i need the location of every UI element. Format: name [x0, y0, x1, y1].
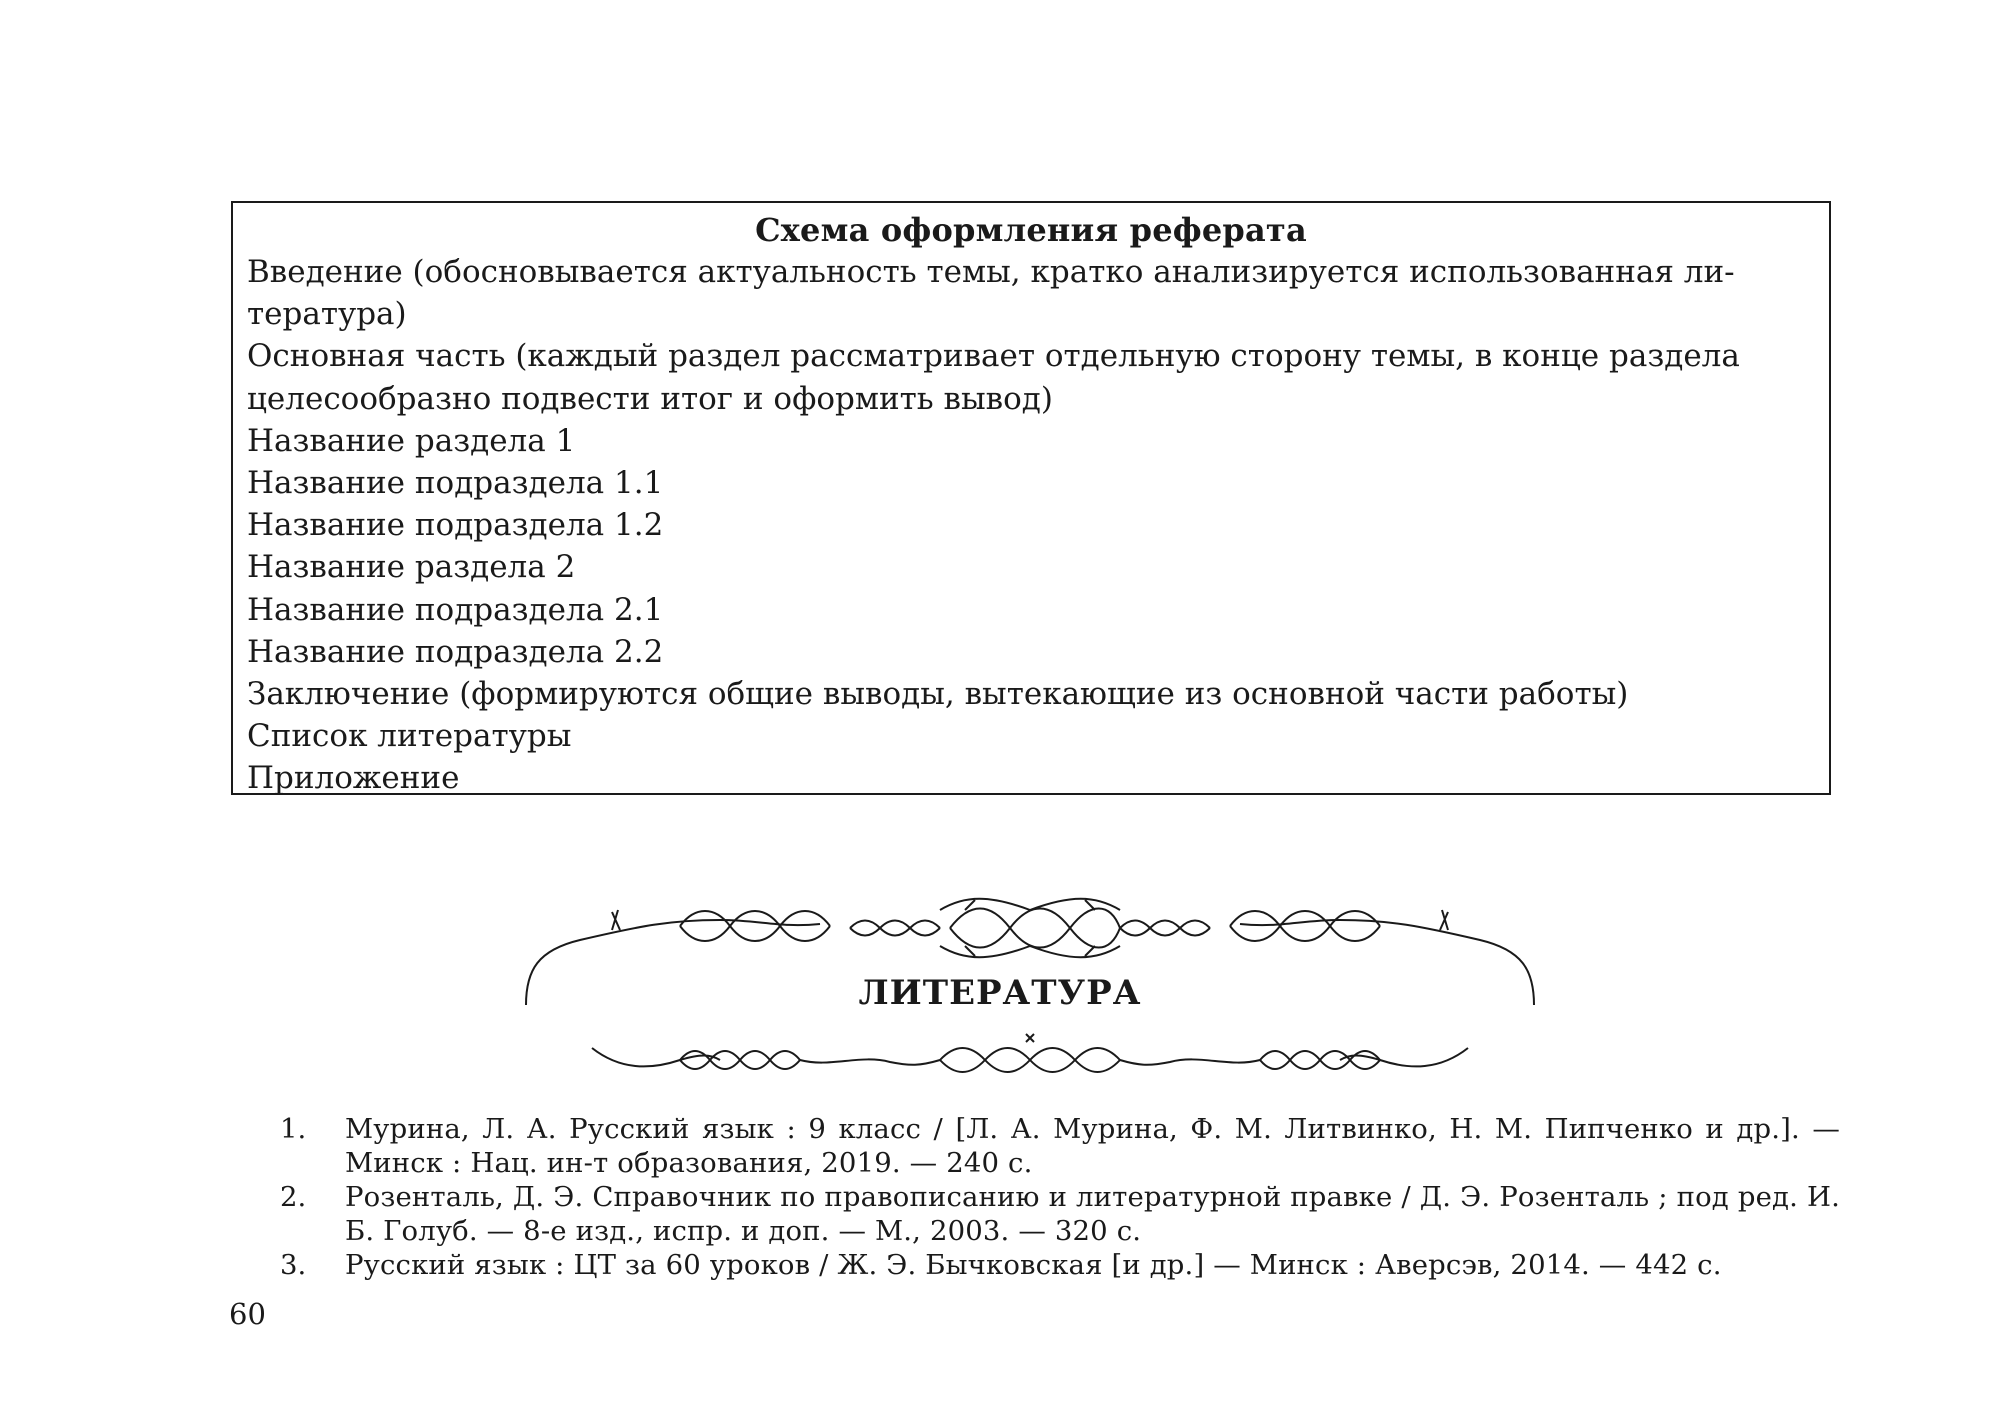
scheme-line-intro-2: тература) — [247, 296, 407, 333]
reference-item — [280, 1248, 1840, 1282]
scheme-box — [231, 201, 1831, 795]
scheme-line-main-1: Основная часть (каждый раздел рассматривает отдельную сторону темы, в конце раздела — [247, 338, 1740, 375]
reference-list — [280, 1112, 1840, 1282]
reference-text: Розенталь, Д. Э. Справочник по правописанию и литературной правке / Д. Э. Розенталь ; под ред. И. Б. Голуб. — 8-е изд., испр. и доп. — М., 2003. — 320 с. — [345, 1181, 1840, 1247]
scheme-line-section-2: Название раздела 2 — [247, 549, 576, 586]
scheme-line-subsection-2-1: Название подраздела 2.1 — [247, 591, 664, 628]
reference-item — [280, 1112, 1840, 1180]
literature-heading: ЛИТЕРАТУРА — [858, 973, 1142, 1013]
scheme-title: Схема оформления реферата — [755, 211, 1307, 249]
scheme-line-section-1: Название раздела 1 — [247, 422, 576, 459]
scheme-line-subsection-1-2: Название подраздела 1.2 — [247, 507, 664, 544]
reference-number: 2. — [280, 1181, 307, 1213]
scheme-line-bibliography: Список литературы — [247, 718, 572, 755]
scheme-line-main-2: целесообразно подвести итог и оформить вывод) — [247, 380, 1053, 417]
reference-text: Русский язык : ЦТ за 60 уроков / Ж. Э. Бычковская [и др.] — Минск : Аверсэв, 2014. — 442 с. — [345, 1249, 1722, 1281]
scheme-line-intro-1: Введение (обосновывается актуальность темы, кратко анализируется использованная ли- — [247, 254, 1735, 290]
reference-item — [280, 1180, 1840, 1248]
reference-text: Мурина, Л. А. Русский язык : 9 класс / [Л. А. Мурина, Ф. М. Литвинко, Н. М. Пипченко и др.]. — Минск : Нац. ин-т образования, 2019. — 240 с. — [345, 1113, 1840, 1179]
reference-number: 3. — [280, 1249, 307, 1281]
scheme-line-appendix: Приложение — [247, 760, 460, 797]
reference-number: 1. — [280, 1113, 307, 1145]
page-number: 60 — [229, 1297, 266, 1331]
scheme-line-conclusion: Заключение (формируются общие выводы, вытекающие из основной части работы) — [247, 676, 1629, 713]
ornament-bottom-flourish-icon — [590, 1030, 1470, 1090]
scheme-line-subsection-2-2: Название подраздела 2.2 — [247, 633, 664, 670]
scheme-line-subsection-1-1: Название подраздела 1.1 — [247, 465, 664, 502]
